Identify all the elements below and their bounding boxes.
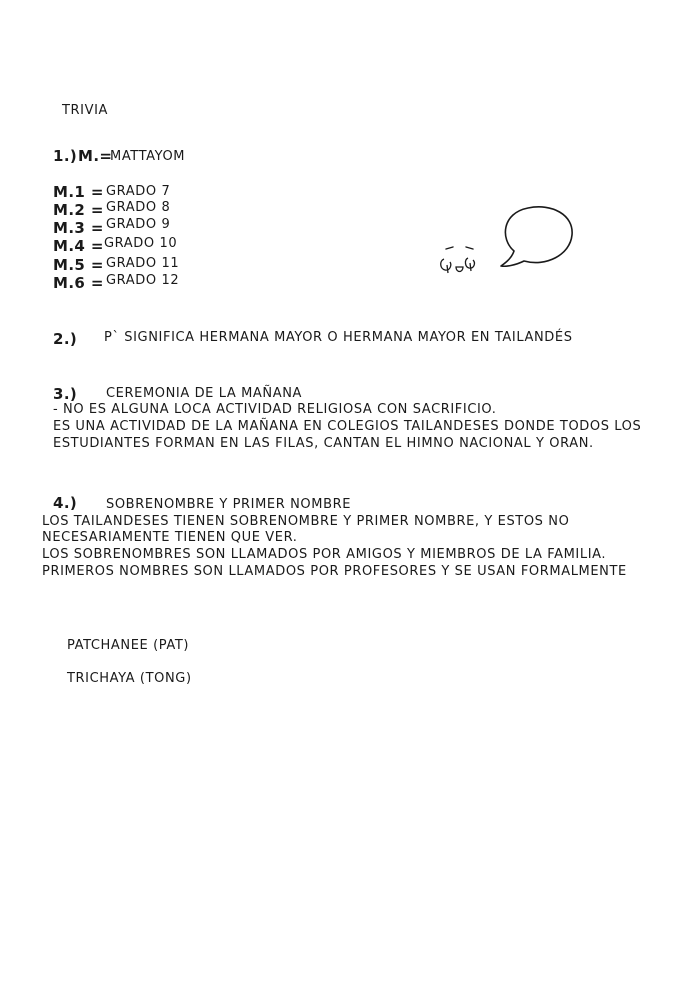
grade-code: M.2 = bbox=[53, 201, 104, 219]
item2-number: 2.) bbox=[53, 330, 78, 348]
name-trichaya: TRICHAYA (TONG) bbox=[67, 671, 192, 686]
grade-code: M.4 = bbox=[53, 237, 104, 255]
page-title: TRIVIA bbox=[62, 103, 109, 118]
grade-code: M.5 = bbox=[53, 256, 104, 274]
grade-code: M.3 = bbox=[53, 219, 104, 237]
item4-line: LOS TAILANDESES TIENEN SOBRENOMBRE Y PRIMER NOMBRE, Y ESTOS NO bbox=[42, 514, 570, 529]
grade-label: GRADO 12 bbox=[106, 273, 180, 288]
grade-code: M.1 = bbox=[53, 183, 104, 201]
grade-label: GRADO 9 bbox=[106, 217, 171, 232]
item2-text: P` SIGNIFICA HERMANA MAYOR O HERMANA MAYOR EN TAILANDÉS bbox=[104, 330, 573, 345]
grade-label: GRADO 11 bbox=[106, 256, 180, 271]
speech-bubble-icon bbox=[500, 205, 575, 267]
item3-line: ESTUDIANTES FORMAN EN LAS FILAS, CANTAN EL HIMNO NACIONAL Y ORAN. bbox=[53, 436, 594, 451]
crying-face-icon bbox=[438, 243, 483, 279]
name-patchanee: PATCHANEE (PAT) bbox=[67, 638, 190, 653]
item4-line: PRIMEROS NOMBRES SON LLAMADOS POR PROFESORES Y SE USAN FORMALMENTE bbox=[42, 564, 627, 579]
item1-definition: MATTAYOM bbox=[110, 149, 186, 164]
item3-line: ES UNA ACTIVIDAD DE LA MAÑANA EN COLEGIOS TAILANDESES DONDE TODOS LOS bbox=[53, 419, 642, 434]
grade-label: GRADO 10 bbox=[104, 236, 178, 251]
item4-number: 4.) bbox=[53, 494, 78, 512]
item4-line: LOS SOBRENOMBRES SON LLAMADOS POR AMIGOS Y MIEMBROS DE LA FAMILIA. bbox=[42, 547, 607, 562]
item3-number: 3.) bbox=[53, 385, 78, 403]
grade-label: GRADO 8 bbox=[106, 200, 171, 215]
grade-label: GRADO 7 bbox=[106, 184, 171, 199]
grade-code: M.6 = bbox=[53, 274, 104, 292]
item4-line: NECESARIAMENTE TIENEN QUE VER. bbox=[42, 530, 298, 545]
item1-term: M.= bbox=[78, 147, 113, 165]
item4-heading: SOBRENOMBRE Y PRIMER NOMBRE bbox=[106, 497, 352, 512]
item3-heading: CEREMONIA DE LA MAÑANA bbox=[106, 386, 303, 401]
item3-line: - NO ES ALGUNA LOCA ACTIVIDAD RELIGIOSA CON SACRIFICIO. bbox=[53, 402, 497, 417]
item1-number: 1.) bbox=[53, 147, 78, 165]
